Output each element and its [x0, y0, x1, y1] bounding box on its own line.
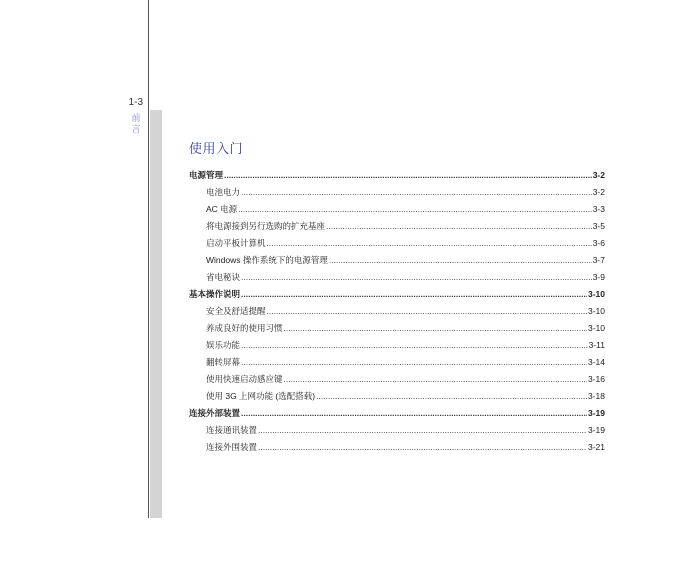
- toc-entry[interactable]: [189, 186, 605, 203]
- toc-entry[interactable]: [189, 373, 605, 390]
- toc-entry-page: 3-11: [588, 340, 605, 350]
- toc-leader: [267, 238, 592, 248]
- toc-entry-label: 养成良好的使用习惯: [206, 323, 283, 333]
- toc-entry-label: AC 电源: [206, 204, 238, 214]
- toc-entry-label: 连接通讯装置: [206, 425, 258, 435]
- toc-entry-page: 3-5: [592, 221, 605, 231]
- toc-entry-label: 连接外部装置: [189, 408, 241, 418]
- toc-entry-page: 3-2: [592, 187, 605, 197]
- toc-entry-page: 3-16: [587, 374, 605, 384]
- toc-leader: [329, 255, 592, 265]
- toc-entry[interactable]: [189, 237, 605, 254]
- toc-leader: [241, 408, 587, 418]
- toc-title: 使用入门: [189, 141, 244, 156]
- toc-leader: [241, 187, 592, 197]
- toc-entry-label: 启动平板计算机: [206, 238, 266, 248]
- toc-entry[interactable]: [189, 169, 605, 186]
- toc-entry[interactable]: [189, 356, 605, 373]
- toc-leader: [316, 391, 587, 401]
- toc-entry-page: 3-21: [587, 442, 605, 452]
- toc-entry-page: 3-7: [592, 255, 605, 265]
- toc-leader: [284, 374, 587, 384]
- toc-entry-label: 基本操作说明: [189, 289, 241, 299]
- toc-entry-label: 省电秘诀: [206, 272, 241, 282]
- margin-rule: [148, 0, 149, 518]
- toc-leader: [267, 306, 587, 316]
- toc-entry[interactable]: [189, 220, 605, 237]
- toc-entry-label: 电池电力: [206, 187, 241, 197]
- toc-leader: [326, 221, 592, 231]
- toc-entry-page: 3-2: [592, 170, 605, 180]
- toc-entry[interactable]: [189, 424, 605, 441]
- toc-entry[interactable]: [189, 254, 605, 271]
- toc-entry[interactable]: [189, 390, 605, 407]
- toc-leader: [241, 272, 592, 282]
- toc-entry[interactable]: [189, 271, 605, 288]
- toc-entry-label: 使用快速启动感应键: [206, 374, 283, 384]
- toc-leader: [224, 170, 592, 180]
- toc-entry-label: 连接外围装置: [206, 442, 258, 452]
- toc-entry-label: 将电源接到另行选购的扩充基座: [206, 221, 326, 231]
- toc-entry[interactable]: [189, 339, 605, 356]
- toc-entry-page: 3-19: [587, 408, 605, 418]
- toc-entry[interactable]: [189, 288, 605, 305]
- toc-entry[interactable]: [189, 203, 605, 220]
- toc-leader: [241, 289, 587, 299]
- toc-entry[interactable]: [189, 441, 605, 458]
- page-number: 1-3: [128, 97, 143, 108]
- toc-entry-label: 电源管理: [189, 170, 224, 180]
- toc-entry[interactable]: [189, 305, 605, 322]
- toc-entry-page: 3-10: [587, 306, 605, 316]
- toc-entry-page: 3-10: [587, 289, 605, 299]
- toc-entry-page: 3-10: [587, 323, 605, 333]
- toc-leader: [284, 323, 587, 333]
- toc-entry-label: Windows 操作系统下的电源管理: [206, 255, 328, 265]
- section-label: 前言: [131, 114, 141, 135]
- toc-entry-page: 3-14: [587, 357, 605, 367]
- toc-entry-page: 3-6: [592, 238, 605, 248]
- toc-leader: [238, 204, 592, 214]
- table-of-contents: [189, 169, 605, 458]
- toc-entry-label: 安全及舒适提醒: [206, 306, 266, 316]
- toc-entry-page: 3-3: [592, 204, 605, 214]
- toc-entry-page: 3-19: [587, 425, 605, 435]
- margin-bar: [150, 110, 162, 518]
- toc-leader: [258, 425, 587, 435]
- toc-entry-label: 使用 3G 上网功能 (选配搭载): [206, 391, 316, 401]
- toc-leader: [258, 442, 587, 452]
- toc-leader: [241, 340, 588, 350]
- toc-entry[interactable]: [189, 407, 605, 424]
- toc-entry-page: 3-9: [592, 272, 605, 282]
- toc-entry-label: 娱乐功能: [206, 340, 241, 350]
- toc-entry[interactable]: [189, 322, 605, 339]
- toc-entry-page: 3-18: [587, 391, 605, 401]
- toc-leader: [241, 357, 587, 367]
- toc-entry-label: 翻转屏幕: [206, 357, 241, 367]
